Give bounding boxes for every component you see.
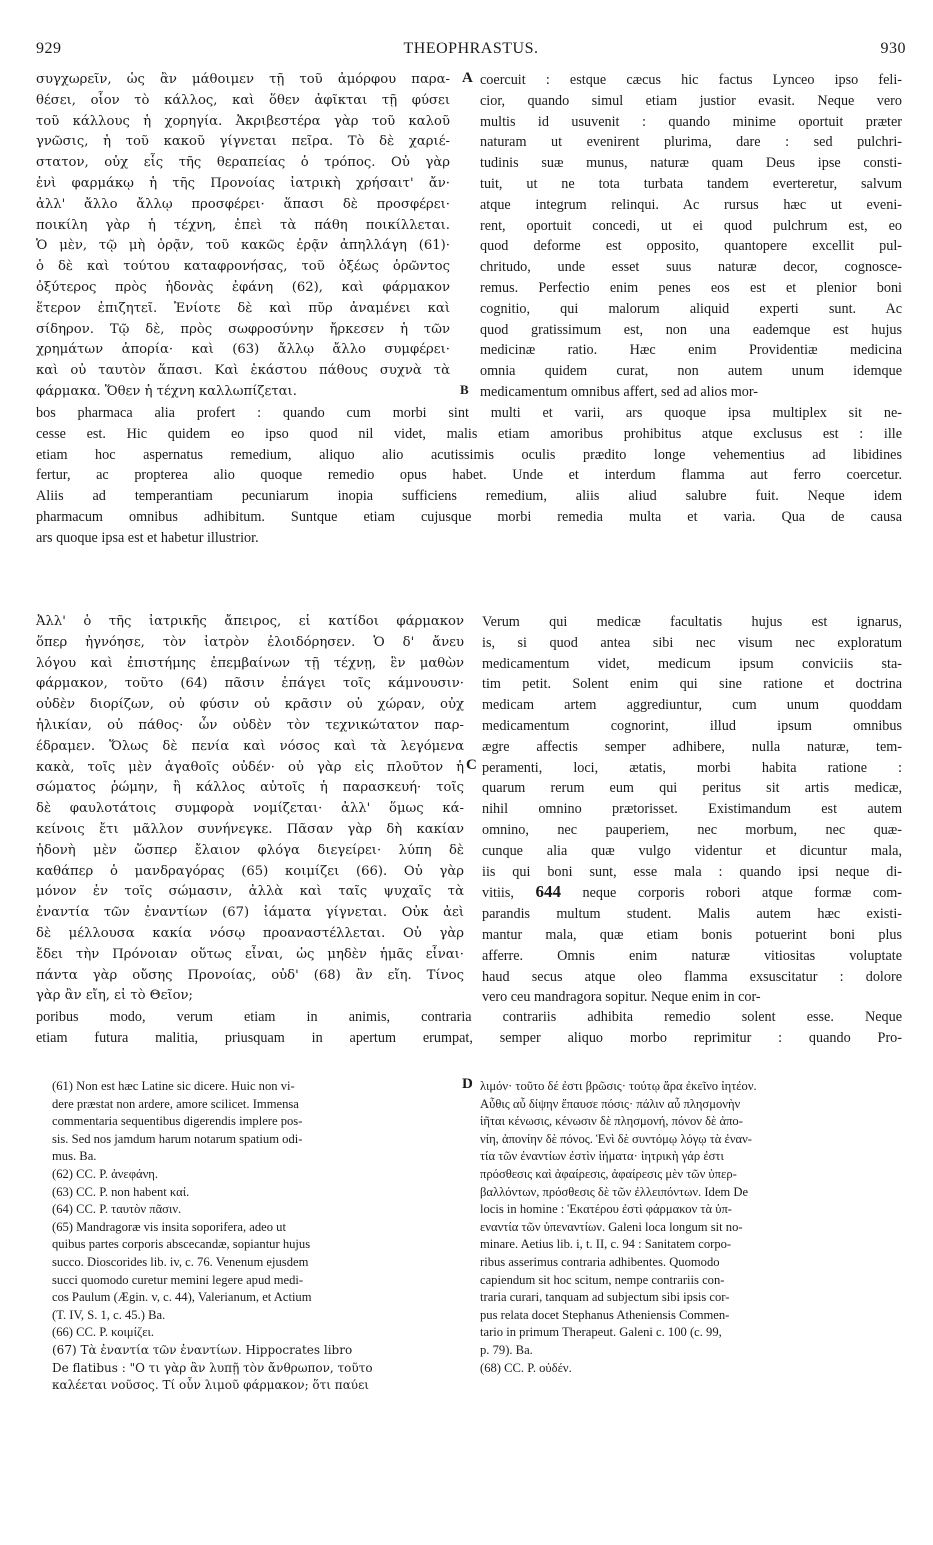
latin-line: tuit, ut ne tota turbata tandem everteretur, salvum (480, 175, 902, 192)
latin-line: Verum qui medicæ facultatis hujus est ignarus, (482, 614, 902, 630)
latin-line: ægre affectis semper adhibere, nulla naturæ, tem- (482, 738, 902, 755)
greek-line: καθάπερ ὁ μανδραγόρας (65) κοιμίζει (66). Οὐ γὰρ (36, 863, 464, 879)
latin-line: haud secus atque oleo flamma exsuscitatur : dolore (482, 968, 902, 985)
footnote-line: pus relata docet Stephanus Atheniensis Commen- (480, 1307, 730, 1322)
latin-line: pharmacum omnibus adhibitum. Suntque etiam cujusque morbi remedia multa et varia. Qua de causa (36, 508, 902, 525)
latin-line: quarum rerum eum qui peritus sit artis medicæ, (482, 780, 902, 797)
footnote-line: dere præstat non ardere, amore scilicet. Immensa (52, 1096, 299, 1111)
footnote-line: traria curari, tanquam ad subjectum sibi ipsis cor- (480, 1290, 730, 1305)
greek-line: λόγου καὶ ἐπιστήμης ἐπεμβαίνων τῇ τέχνῃ, ἓν μαθὼν (36, 655, 464, 671)
latin-line: omnia quidem curat, non autem unum idemque (480, 363, 902, 380)
latin-line: quod deforme est opposito, quantopere excellit pul- (480, 238, 902, 255)
greek-line: ὀξύτερος πρὸς ἡδονὰς ἐφάνη (62), καὶ φάρμακον (36, 279, 450, 295)
greek-line: θέσει, οἷον τὸ κάλλος, καὶ ὅθεν ἀφῖκται τῇ φύσει (36, 92, 450, 108)
latin-line: vero ceu mandragora sopitur. Neque enim in cor- (482, 989, 761, 1006)
footnote-line: καλέεται νοῦσος. Τί οὖν λιμοῦ φάρμακον; ὅτι παύει (52, 1378, 370, 1393)
footnote-line: locis in homine : Ἑκατέρου ἐστὶ φάρμακον τὰ ὑπ- (480, 1202, 732, 1217)
latin-line: parandis multum student. Malis autem hæc existi- (482, 906, 902, 923)
latin-line: chritudo, unde esset suus naturæ decor, cognosce- (480, 259, 902, 276)
latin-line: is, si quod antea sibi nec visum nec exploratum (482, 634, 902, 651)
footnote-line: succo. Dioscorides lib. iv, c. 76. Venenum ejusdem (52, 1254, 309, 1269)
latin-line: multis id usuvenit : quando minime oportuit præter (480, 113, 902, 130)
footnote-line: (66) CC. P. κοιμίζει. (52, 1325, 155, 1340)
greek-line: κείνοις ἔτι μᾶλλον συνήνεγκε. Πᾶσαν γὰρ δὴ κακίαν (36, 821, 464, 837)
latin-line: mantur mala, quæ etiam bonis potuerint boni plus (482, 926, 902, 943)
latin-column-top (480, 70, 902, 403)
latin-line: cior, quando simul etiam justior evasit. Neque vero (480, 92, 902, 109)
running-title: THEOPHRASTUS. (403, 40, 539, 57)
greek-line: γὰρ ἂν εἴη, εἰ τὸ Θεῖον; (36, 988, 193, 1004)
footnote-line: tario in primum Therapeut. Galeni c. 100 (c. 99, (480, 1325, 722, 1340)
greek-line: μόνον ἐν τοῖς σώμασιν, ἀλλὰ καὶ ταῖς ψυχαῖς τὰ (36, 884, 464, 900)
greek-line: ἕτερον ἐπιζητεῖ. Ἐνίοτε δὲ καὶ πῦρ ἀναμένει καὶ (36, 300, 450, 316)
greek-column-middle (36, 612, 464, 1007)
latin-line: ars quoque ipsa est et habetur illustrior. (36, 529, 259, 546)
greek-line: ὅπερ ἠγνόησε, τὸν ἰατρὸν ἐλοιδόρησεν. Ὁ δ' ἄνευ (36, 634, 464, 650)
latin-fullwidth-2 (36, 1007, 902, 1049)
latin-line: tudinis suæ munus, naturæ quam Deus ipse consti- (480, 155, 902, 172)
footnote-line: cos Paulum (Ægin. v, c. 44), Valerianum, et Actium (52, 1290, 312, 1305)
greek-line: οὐδὲν διορίζων, οὐ φύσιν οὐ κρᾶσιν οὐ χώραν, οὐχ (36, 697, 464, 713)
greek-line: στατον, οὐχ εἷς τῆς θεραπείας ὁ τρόπος. Οὐ γὰρ (36, 155, 450, 171)
greek-line: ἔδει τὴν Πρόνοιαν οὕτως εἶναι, ὡς μηδὲν ἡμᾶς εἶναι· (36, 946, 464, 962)
greek-line: έδραμεν. Ὅλως δὲ πενία καὶ νόσος καὶ τὰ λεγόμενα (36, 738, 464, 754)
latin-line: remus. Perfectio enim penes eos est et plenior boni (480, 279, 902, 296)
footnote-line: quibus partes corporis abscecandæ, sopiantur hujus (52, 1237, 311, 1252)
footnote-line: ἰῆται κένωσις, κένωσιν δὲ πλησμονή, πόνον δὲ ἀπο- (480, 1114, 743, 1129)
latin-line: coercuit : estque cæcus hic factus Lynceo ipso feli- (480, 72, 902, 88)
latin-line: rent, oportuit concedi, ut ei quod pulchrum est, eo (480, 217, 902, 234)
footnote-line: commentaria sequentibus digerendis implere pos- (52, 1114, 303, 1129)
latin-line: medicinæ ratio. Hæc enim Providentiæ medicina (480, 342, 902, 359)
footnote-line: (61) Non est hæc Latine sic dicere. Huic non vi- (52, 1079, 295, 1093)
running-header (36, 40, 906, 66)
greek-line: γνῶσις, ἡ τοῦ κακοῦ γίγνεται πεῖρα. Τὸ δὲ χαριέ- (36, 134, 450, 150)
page-number-inline: 644 (535, 882, 561, 902)
latin-line: atque integrum relinqui. Ac rursus hæc ut eveni- (480, 196, 902, 213)
latin-line: etiam futura malitia, priusquam in apertum erumpat, semper aliquo morbo reprimitur : quando Pro- (36, 1029, 902, 1046)
latin-line-rest: neque corporis robori atque formæ com- (582, 885, 902, 902)
footnote-line: sis. Sed nos jamdum harum notarum spatium odi- (52, 1131, 303, 1146)
latin-line: afferre. Omnis enim naturæ vitiositas voluptate (482, 947, 902, 964)
footnotes-left (52, 1078, 456, 1395)
footnote-line: minare. Aetius lib. i, t. II, c. 94 : Sanitatem corpo- (480, 1237, 732, 1252)
greek-line: δὲ φαυλοτάτοις συμφορὰ νομίζεται· ἀλλ' ὅμως κά- (36, 801, 464, 817)
latin-line: cunque alia quæ vulgo videntur et dicuntur mala, (482, 842, 902, 859)
latin-line: nihil omnino prætorisset. Existimandum est autem (482, 801, 902, 818)
latin-line: fertur, ac propterea alio quoque remedio opus habet. Unde et interdum flamma aut ferro coercetur. (36, 467, 902, 484)
latin-line: etiam hoc aspernatus remedium, aliquo alio acutissimis oculis prædito longe vehementius ad libidines (36, 446, 902, 463)
footnote-line: εναντία τῶν ὑπεναντίων. Galeni loca longum sit no- (480, 1219, 743, 1234)
footnote-line: capiendum sit hoc scitum, nempe contrariis con- (480, 1272, 725, 1287)
footnote-line: De flatibus : "Ο τι γὰρ ἂν λυπῇ τὸν ἄνθρωπον, τοῦτο (52, 1360, 373, 1375)
latin-line-start: vitiis, (482, 885, 514, 902)
latin-line: iis qui boni sunt, esse mala : quando ipsi neque di- (482, 863, 902, 880)
latin-line: cesse est. Hic quidem eo ipso quod nil videt, malis etiam amoribus prohibitus atque exclusus est : ille (36, 425, 902, 442)
greek-line: καὶ οὐ ταυτὸν ἅπασι. Καὶ ἑκάστου πάθους συχνὰ τὰ (36, 363, 450, 379)
greek-line: ὁ δὲ καὶ τούτου καταφρονήσας, τοῦ ὀξέως ὁρῶντος (36, 259, 450, 275)
latin-line: bos pharmaca alia profert : quando cum morbi sint multi et varii, ars quoque ipsa multiplex sit ne- (36, 405, 902, 421)
footnote-line: (T. IV, S. 1, c. 45.) Ba. (52, 1307, 166, 1322)
latin-line: poribus modo, verum etiam in animis, contraria contrariis adhibita remedio solent esse. Neque (36, 1009, 902, 1025)
greek-line: Ὁ μὲν, τῷ μὴ ὁρᾷν, τοῦ κακῶς ἐρᾷν ἀπηλλάγη (61)· (36, 238, 450, 254)
footnote-line: (65) Mandragoræ vis insita soporifera, adeo ut (52, 1219, 286, 1234)
greek-line: δὲ μέλλουσα κακία νόσῳ προαναστέλλεται. Οὐ γὰρ (36, 925, 464, 941)
footnote-line: βαλλόντων, πρόσθεσις δὲ τῶν ἐλλειπόντων. Idem De (480, 1184, 749, 1199)
greek-line: σίδηρον. Τῷ δὲ, πρὸς σωφροσύνην ἤρκεσεν ἡ τῶν (36, 321, 450, 337)
page-number-left: 929 (36, 40, 62, 57)
footnote-line: τία τῶν ἐναντίων ἐστὶν ἰήματα· ἰητρικὴ γάρ ἐστι (480, 1149, 724, 1164)
footnote-line: (68) CC. P. οὐδέν. (480, 1360, 572, 1375)
greek-line: κακὰ, τοῖς μὲν ἀγαθοῖς οὐδέν· οὐ γὰρ εἰς πλοῦτον ἡ (36, 759, 464, 775)
greek-line: ἡλικίαν, οὐ πάθος· ὧν οὐδὲν τὸν τεχνικώτατον παρ- (36, 717, 464, 733)
latin-column-middle (482, 612, 902, 1008)
footnote-line: mus. Ba. (52, 1149, 97, 1164)
footnote-line: p. 79). Ba. (480, 1342, 533, 1357)
greek-line: πάντα γὰρ οὔσης Προνοίας, οὐδ' (68) ἂν εἴη. Τίνος (36, 967, 464, 983)
greek-line: ἑνὶ φαρμάκῳ ἡ τῆς Προνοίας ἰατρικὴ χρήσαιτ' ἄν· (36, 175, 450, 191)
latin-line: cognitio, qui malorum aliquid experti sunt. Ac (480, 300, 902, 317)
latin-fullwidth-1 (36, 403, 902, 549)
footnote-line: (67) Τὰ ἐναντία τῶν ἐναντίων. Hippocrates libro (52, 1342, 353, 1357)
footnote-line: νίη, ἀπονίην δὲ πόνος. Ἑνὶ δὲ συντόμῳ λόγῳ τὰ ἐναν- (480, 1131, 753, 1146)
section-marker-b: B (460, 382, 469, 397)
latin-line (482, 882, 902, 904)
greek-line: φάρμακον, τοῦτο (64) πᾶσιν ἐπάγει τοῖς κάμνουσιν· (36, 676, 464, 692)
greek-line: Ἀλλ' ὁ τῆς ἰατρικῆς ἄπειρος, εἰ κατίδοι φάρμακον (36, 614, 464, 629)
greek-line: ἀλλ' ἄλλο ἄλλῳ προσφέρει· ἅπασι δὲ προσφέρει· (36, 196, 450, 212)
footnote-line: succi quomodo curetur memini legere apud medi- (52, 1272, 304, 1287)
footnote-line: (62) CC. P. ἀνεφάνη. (52, 1166, 159, 1181)
greek-line: ἐναντία τῶν ἐναντίων (67) ἰάματα γίγνεται. Οὐκ ἀεὶ (36, 905, 464, 921)
greek-line: χρημάτων ἀπορία· καὶ (63) ἄλλῳ ἄλλο συμφέρει· (36, 342, 450, 358)
latin-line: naturam ut evenirent plurima, dare : sed pulchri- (480, 134, 902, 151)
latin-line: peramenti, loci, ætatis, morbi habita ratione : (482, 759, 902, 776)
latin-line: tim petit. Solent enim qui sine ratione et doctrina (482, 676, 902, 693)
latin-line: omnino, nec pauperiem, nec morbum, nec quæ- (482, 821, 902, 838)
latin-line: medicamentum videt, medicum ipsum conviciis sta- (482, 655, 902, 672)
footnote-line: (64) CC. P. ταυτὸν πᾶσιν. (52, 1202, 182, 1217)
greek-line: φάρμακα. Ὅθεν ἡ τέχνη καλλωπίζεται. (36, 383, 297, 399)
greek-line: ἡδονὴ μὲν ὥσπερ ἔλαιον φλόγα διεγείρει· λύπη δὲ (36, 842, 464, 858)
footnotes-right (480, 1078, 902, 1377)
latin-line: medicam artem aggrediuntur, cum unum quoddam (482, 697, 902, 714)
greek-line: τοῦ κάλλους ἡ χορηγία. Ἀκριβεστέρα γὰρ τοῦ καλοῦ (36, 113, 450, 129)
section-marker-d: D (462, 1076, 473, 1092)
greek-line: σώματος ῥώμην, ἢ κάλλος αὐτοῖς ἡ παρασκευή· τοῖς (36, 780, 464, 796)
greek-column-top (36, 70, 450, 403)
latin-line: medicamentum omnibus affert, sed ad alios mor- (480, 383, 759, 400)
page-number-right: 930 (880, 40, 906, 57)
greek-line: συγχωρεῖν, ὡς ἂν μάθοιμεν τῇ τοῦ ἀμόρφου παρα- (36, 72, 450, 87)
footnote-line: ribus asserimus contraria adhibentes. Quomodo (480, 1254, 720, 1269)
section-marker-c: C (466, 757, 477, 773)
footnote-line: λιμόν· τοῦτο δέ ἐστι βρῶσις· τούτῳ ἄρα ἐκεῖνο ἰητέον. (480, 1079, 757, 1093)
section-marker-a: A (462, 70, 473, 86)
footnote-line: (63) CC. P. non habent καί. (52, 1184, 190, 1199)
footnote-line: πρόσθεσις καὶ ἀφαίρεσις, ἀφαίρεσις μὲν τῶν ὑπερ- (480, 1166, 737, 1181)
latin-line: medicamentum cognorint, illud ipsum omnibus (482, 717, 902, 734)
latin-line: quod gratissimum est, non una eademque est hujus (480, 321, 902, 338)
footnote-line: Αὖθις αὖ δίψην ἔπαυσε πόσις· πάλιν αὖ πλησμονὴν (480, 1096, 741, 1111)
greek-line: ποικίλη γὰρ ἡ τέχνη, ἐπεὶ τὰ πάθη ποικίλλεται. (36, 217, 450, 233)
latin-line: Aliis ad temperantiam pecuniarum inopia sufficiens remedium, aliis aliud salubre fuit. Neque idem (36, 488, 902, 505)
